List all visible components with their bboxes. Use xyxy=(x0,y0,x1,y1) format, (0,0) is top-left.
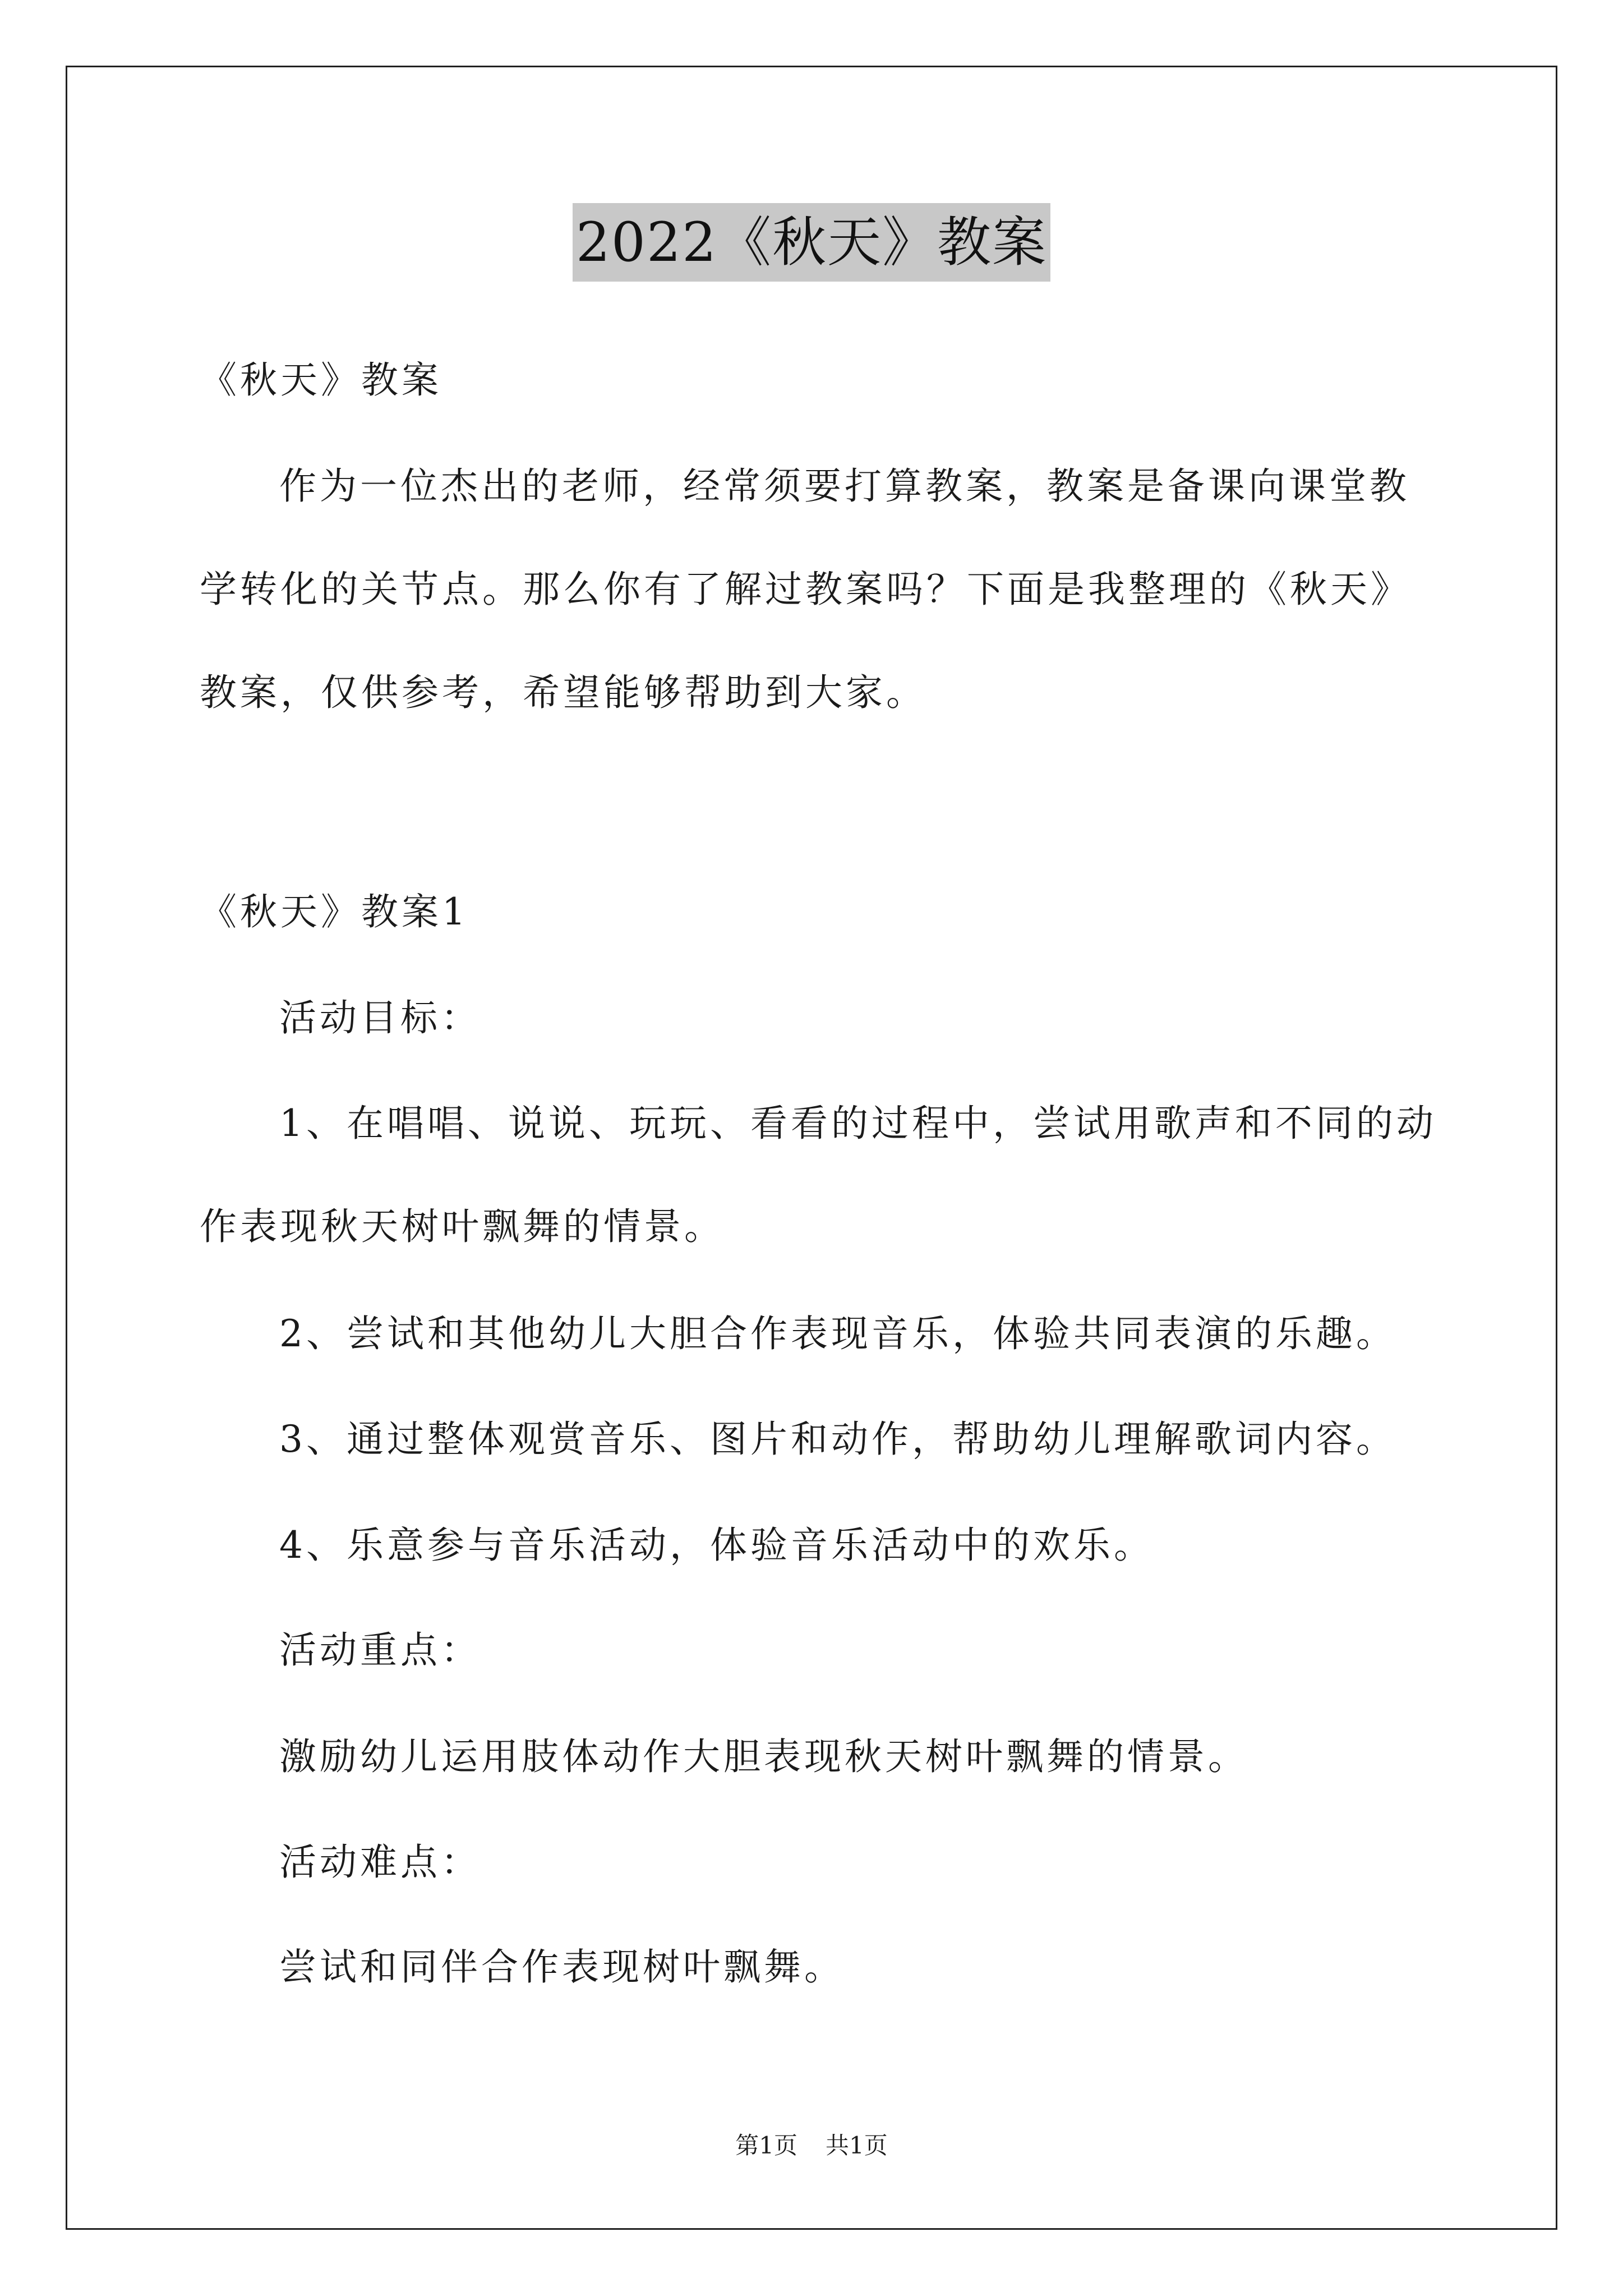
page-number-total: 共1页 xyxy=(826,2132,888,2159)
main-heading: 《秋天》教案 xyxy=(200,358,442,402)
key-point-label: 活动重点： xyxy=(279,1628,481,1672)
goal-1-line-2: 作表现秋天树叶飘舞的情景。 xyxy=(200,1205,725,1248)
goal-4: 4、乐意参与音乐活动，体验音乐活动中的欢乐。 xyxy=(279,1524,1154,1567)
goal-2: 2、尝试和其他幼儿大胆合作表现音乐，体验共同表演的乐趣。 xyxy=(279,1312,1396,1355)
key-point-text: 激励幼儿运用肢体动作大胆表现秋天树叶飘舞的情景。 xyxy=(279,1735,1248,1778)
goal-1-line-1: 1、在唱唱、说说、玩玩、看看的过程中，尝试用歌声和不同的动 xyxy=(279,1102,1437,1145)
document-title: 2022《秋天》教案 xyxy=(573,203,1050,282)
goal-3: 3、通过整体观赏音乐、图片和动作，帮助幼儿理解歌词内容。 xyxy=(279,1418,1396,1461)
page-footer xyxy=(0,2129,1623,2162)
page-number-current: 第1页 xyxy=(735,2132,797,2159)
difficulty-text: 尝试和同伴合作表现树叶飘舞。 xyxy=(279,1945,845,1989)
goals-label: 活动目标： xyxy=(279,996,481,1039)
intro-line-3: 教案，仅供参考，希望能够帮助到大家。 xyxy=(200,671,926,714)
intro-line-1: 作为一位杰出的老师，经常须要打算教案，教案是备课向课堂教 xyxy=(279,464,1410,508)
section-heading: 《秋天》教案1 xyxy=(200,890,469,933)
difficulty-label: 活动难点： xyxy=(279,1841,481,1884)
title-container xyxy=(0,203,1623,282)
intro-line-2: 学转化的关节点。那么你有了解过教案吗？下面是我整理的《秋天》 xyxy=(200,568,1411,611)
